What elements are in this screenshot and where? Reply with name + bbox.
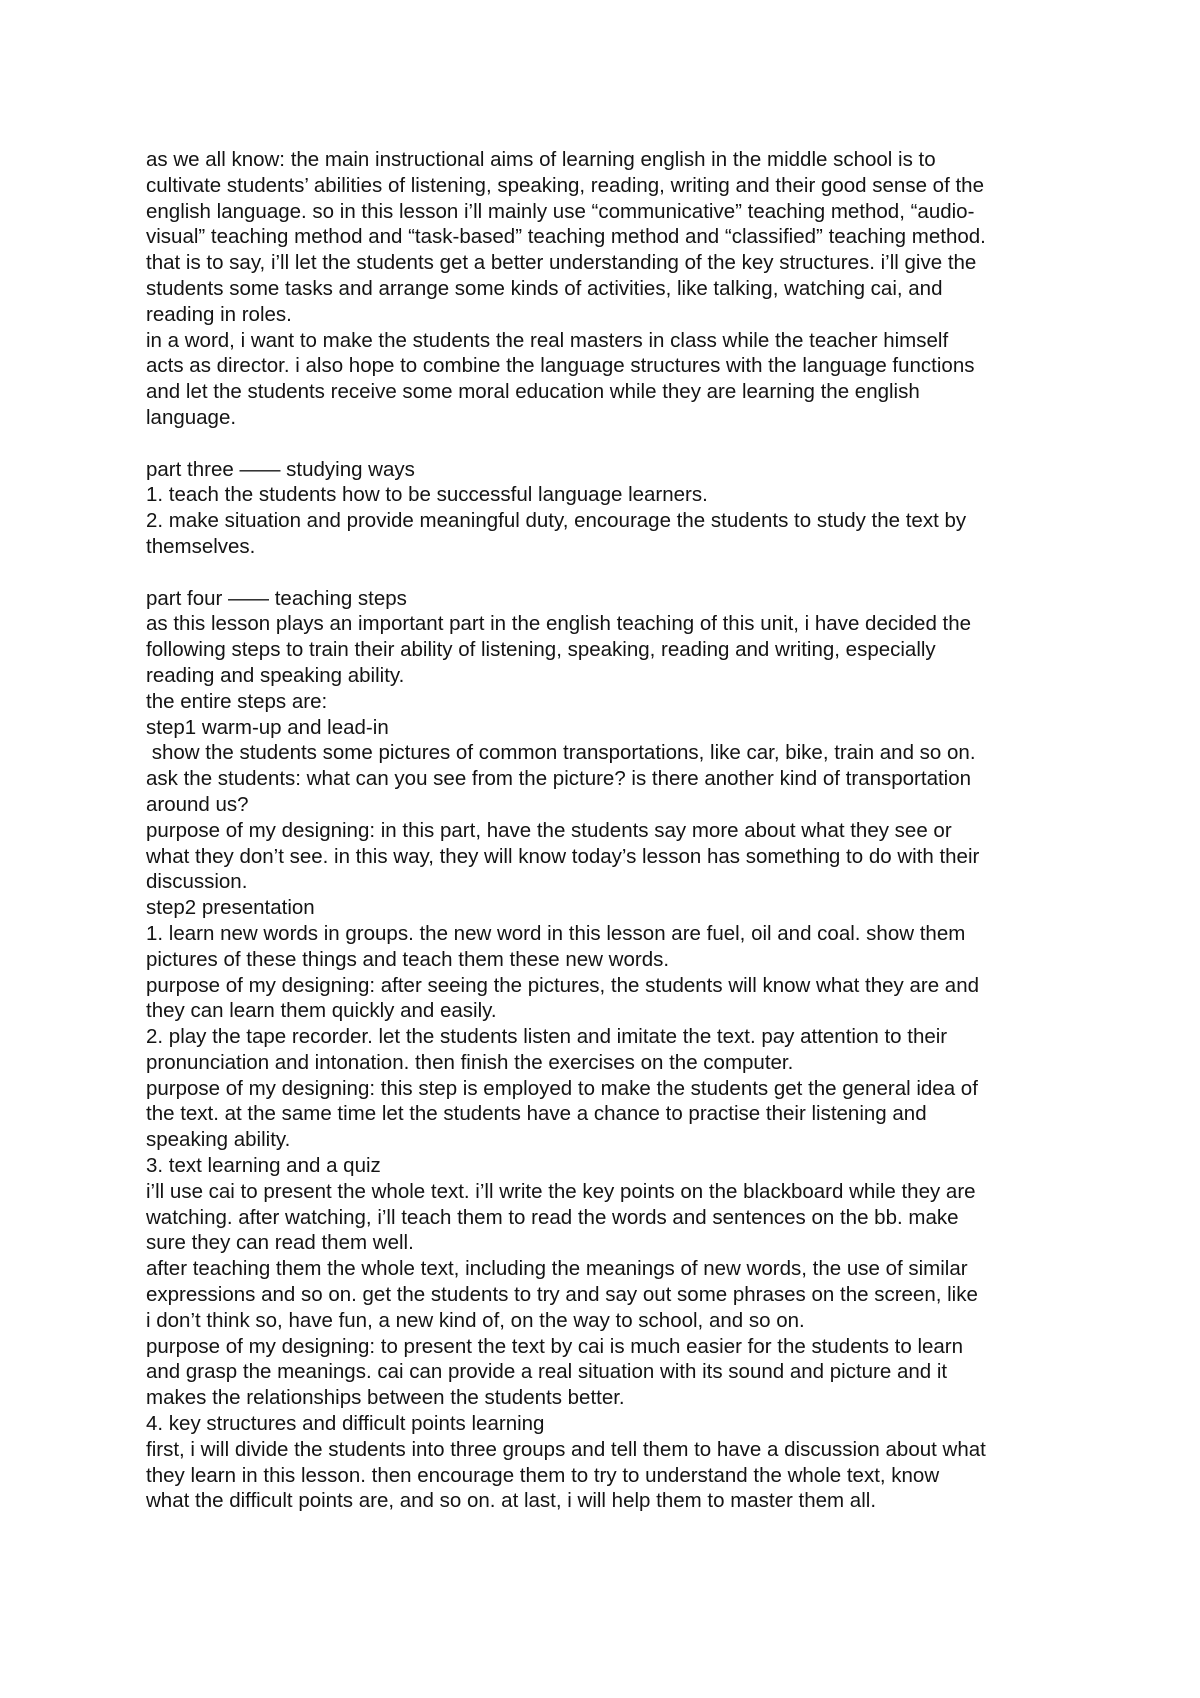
- text-line: part four —— teaching steps: [146, 586, 407, 610]
- text-line: purpose of my designing: after seeing the pictures, the students will know what they are and: [146, 973, 980, 997]
- text-line: in a word, i want to make the students the real masters in class while the teacher himself: [146, 328, 949, 352]
- text-line: step2 presentation: [146, 896, 315, 920]
- text-line: the entire steps are:: [146, 689, 328, 713]
- text-line: 4. key structures and difficult points learning: [146, 1412, 545, 1436]
- text-line: they learn in this lesson. then encourage them to try to understand the whole text, know: [146, 1463, 940, 1487]
- paragraph-gap: [146, 560, 1146, 586]
- text-line: the text. at the same time let the students have a chance to practise their listening and: [146, 1102, 927, 1126]
- text-line: show the students some pictures of common transportations, like car, bike, train and so on.: [146, 741, 976, 765]
- text-line: language.: [146, 405, 237, 429]
- text-line: around us?: [146, 792, 249, 816]
- text-line: speaking ability.: [146, 1128, 291, 1152]
- paragraph-gap: [146, 431, 1146, 457]
- text-line: sure they can read them well.: [146, 1231, 414, 1255]
- text-line: purpose of my designing: this step is employed to make the students get the general idea of: [146, 1076, 978, 1100]
- text-line: ask the students: what can you see from the picture? is there another kind of transportation: [146, 767, 972, 791]
- text-line: makes the relationships between the students better.: [146, 1386, 625, 1410]
- text-line: i don’t think so, have fun, a new kind of, on the way to school, and so on.: [146, 1308, 805, 1332]
- text-line: and grasp the meanings. cai can provide a real situation with its sound and picture and it: [146, 1360, 948, 1384]
- text-line: pictures of these things and teach them these new words.: [146, 947, 670, 971]
- text-line: part three —— studying ways: [146, 457, 415, 481]
- document-body: [146, 147, 1146, 1514]
- text-line: pronunciation and intonation. then finish the exercises on the computer.: [146, 1050, 794, 1074]
- text-line: what they don’t see. in this way, they will know today’s lesson has something to do with their: [146, 844, 980, 868]
- text-line: and let the students receive some moral education while they are learning the english: [146, 380, 920, 404]
- text-line: purpose of my designing: in this part, have the students say more about what they see or: [146, 818, 952, 842]
- text-line: english language. so in this lesson i’ll mainly use “communicative” teaching method, “audio-: [146, 199, 975, 223]
- text-line: 1. teach the students how to be successful language learners.: [146, 483, 708, 507]
- text-line: visual” teaching method and “task-based” teaching method and “classified” teaching method.: [146, 225, 986, 249]
- text-line: that is to say, i’ll let the students get a better understanding of the key structures. i’ll give the: [146, 251, 977, 275]
- text-line: as we all know: the main instructional aims of learning english in the middle school is to: [146, 148, 936, 171]
- text-line: expressions and so on. get the students to try and say out some phrases on the screen, like: [146, 1283, 978, 1307]
- text-line: i’ll use cai to present the whole text. i’ll write the key points on the blackboard while they are: [146, 1179, 976, 1203]
- text-line: first, i will divide the students into three groups and tell them to have a discussion about what: [146, 1437, 986, 1461]
- text-line: 3. text learning and a quiz: [146, 1154, 381, 1178]
- text-line: purpose of my designing: to present the text by cai is much easier for the students to learn: [146, 1334, 964, 1358]
- text-line: as this lesson plays an important part in the english teaching of this unit, i have decided the: [146, 612, 972, 636]
- text-line: watching. after watching, i’ll teach them to read the words and sentences on the bb. make: [146, 1205, 959, 1229]
- text-line: 2. play the tape recorder. let the students listen and imitate the text. pay attention to their: [146, 1025, 948, 1049]
- text-line: discussion.: [146, 870, 248, 894]
- text-line: cultivate students’ abilities of listening, speaking, reading, writing and their good sense of the: [146, 173, 984, 197]
- text-line: acts as director. i also hope to combine the language structures with the language functions: [146, 354, 975, 378]
- text-line: students some tasks and arrange some kinds of activities, like talking, watching cai, and: [146, 276, 943, 300]
- text-line: they can learn them quickly and easily.: [146, 999, 497, 1023]
- text-line: what the difficult points are, and so on. at last, i will help them to master them all.: [146, 1489, 877, 1513]
- text-line: 2. make situation and provide meaningful duty, encourage the students to study the text by: [146, 509, 967, 533]
- text-line: themselves.: [146, 534, 256, 558]
- text-line: after teaching them the whole text, including the meanings of new words, the use of similar: [146, 1257, 968, 1281]
- text-line: reading in roles.: [146, 302, 292, 326]
- text-line: step1 warm-up and lead-in: [146, 715, 389, 739]
- text-line: following steps to train their ability of listening, speaking, reading and writing, especially: [146, 638, 936, 662]
- text-line: 1. learn new words in groups. the new word in this lesson are fuel, oil and coal. show them: [146, 921, 966, 945]
- text-line: reading and speaking ability.: [146, 663, 405, 687]
